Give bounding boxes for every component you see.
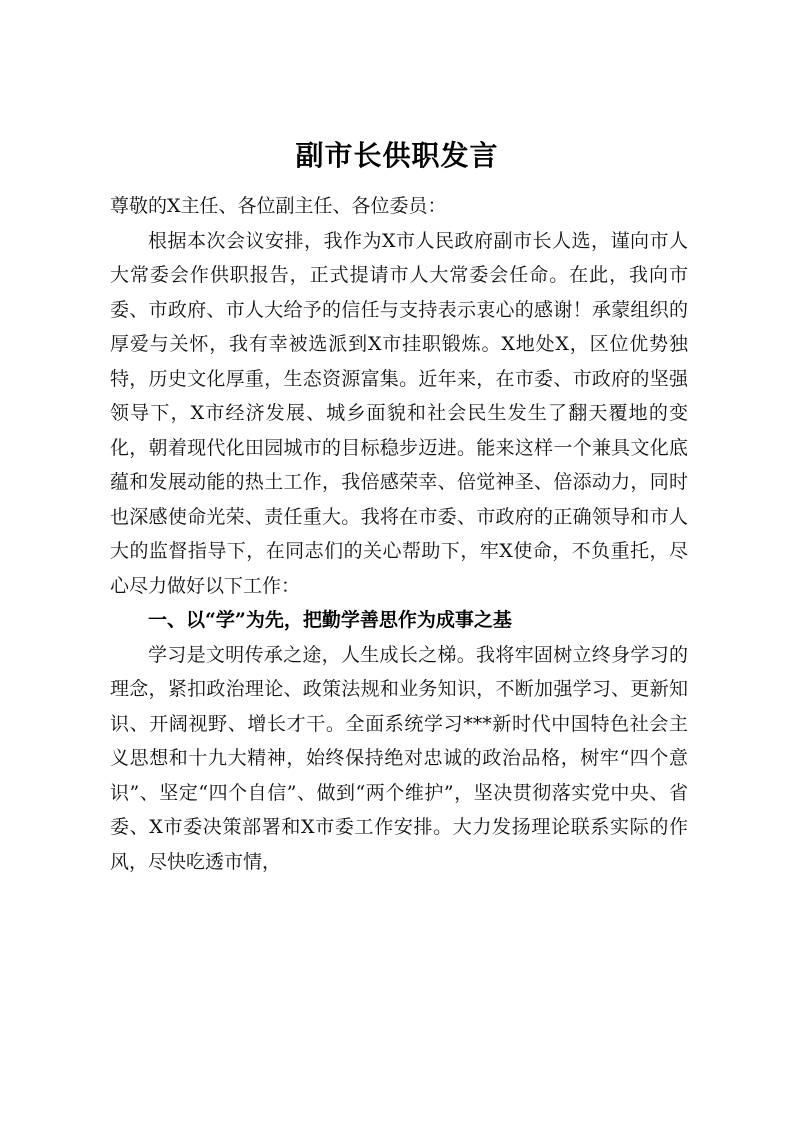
intro-paragraph: 根据本次会议安排，我作为X市人民政府副市长人选，谨向市人大常委会作供职报告，正式提请市人大常委会任命。在此，我向市委、市政府、市人大给予的信任与支持表示衷心的感谢！承蒙组织的厚爱与关怀，我有幸被选派到X市挂职锻炼。X地处X，区位优势独特，历史文化厚重，生态资源富集。近年来，在市委、市政府的坚强领导下，X市经济发展、城乡面貌和社会民生发生了翻天覆地的变化，朝着现代化田园城市的目标稳步迈进。能来这样一个兼具文化底蕴和发展动能的热土工作，我倍感荣幸、倍觉神圣、倍添动力，同时也深感使命光荣、责任重大。我将在市委、市政府的正确领导和市人大的监督指导下，在同志们的关心帮助下，牢X使命，不负重托，尽心尽力做好以下工作： xyxy=(110,229,688,597)
document-title: 副市长供职发言 xyxy=(295,139,499,172)
section-heading: 一、以“学”为先，把勤学善思作为成事之基 xyxy=(148,609,512,631)
salutation: 尊敬的X主任、各位副主任、各位委员： xyxy=(110,195,447,217)
document-body xyxy=(110,189,688,879)
section-paragraph: 学习是文明传承之途，人生成长之梯。我将牢固树立终身学习的理念，紧扣政治理论、政策法规和业务知识，不断加强学习、更新知识、开阔视野、增长才干。全面系统学习***新时代中国特色社会主义思想和十九大精神，始终保持绝对忠诚的政治品格，树牢“四个意识”、坚定“四个自信”、做到“两个维护”，坚决贯彻落实党中央、省委、X市委决策部署和X市委工作安排。大力发扬理论联系实际的作风，尽快吃透市情， xyxy=(110,643,688,873)
